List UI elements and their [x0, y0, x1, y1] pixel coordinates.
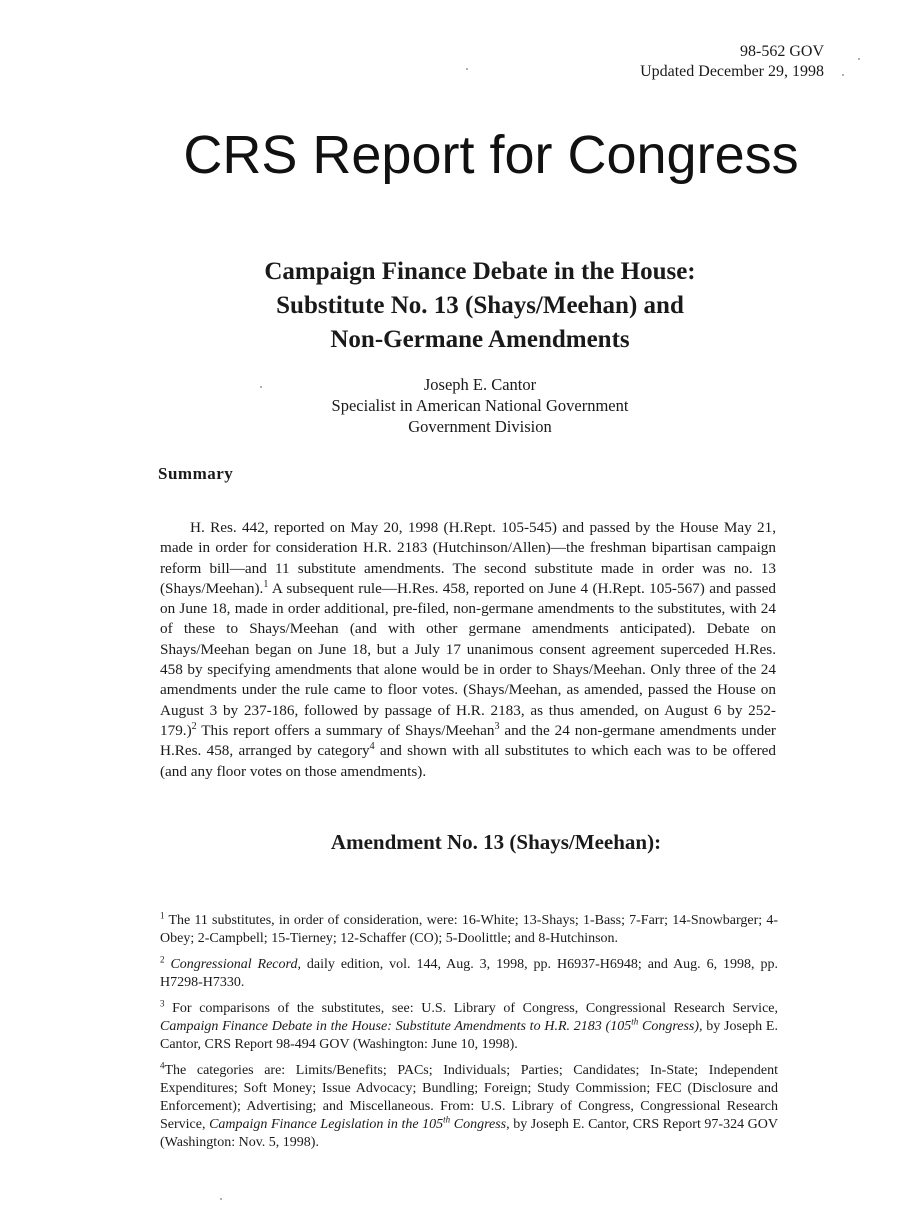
updated-date: Updated December 29, 1998: [640, 63, 824, 80]
scan-speck: [842, 74, 844, 76]
summary-text-1: H. Res. 442, reported on May 20, 1998 (H.Rept. 105-545) and passed by the House May 21, made in order for consideration H.R. 2183 (Hutchinson/Allen)—the freshman bipartisan campaign reform bill—and 11 substitute amendments. The second substitute made in order was no. 13 (Shays/Meehan).: [160, 519, 776, 597]
author-name: Joseph E. Cantor: [423, 375, 537, 394]
footnote-text: For comparisons of the substitutes, see: U.S. Library of Congress, Congressional Research Service,: [172, 1001, 778, 1016]
footnote-number: 1: [160, 910, 165, 921]
footnote-text: The categories are: Limits/Benefits; PACs; Individuals; Parties; Candidates; In-State; Independent Expenditures; Soft Money; Issue Advocacy; Bundling; Foreign; Study Commission; FEC (Disclosure and Enforcement); Advertising; and Miscellaneous. From: U.S. Library of Congress, Congressional Research Service,: [160, 1063, 778, 1132]
footnote-1: [160, 912, 778, 948]
footnote-number: 2: [160, 954, 165, 965]
title-line-1: Campaign Finance Debate in the House:: [264, 258, 696, 285]
document-title: [0, 255, 920, 357]
scan-speck: [260, 386, 262, 388]
masthead: CRS Report for Congress: [183, 125, 799, 185]
author-division: Government Division: [408, 417, 552, 436]
summary-body: [160, 518, 776, 782]
footnote-number: 4: [160, 1060, 165, 1071]
footnote-text-end: by Joseph E. Cantor, CRS Report 97-324 GOV (Washington: Nov. 5, 1998).: [160, 1117, 778, 1150]
footnotes: [160, 912, 778, 1160]
footnote-italic: Congressional Record,: [170, 957, 301, 972]
footnote-4: [160, 1062, 778, 1152]
footnote-italic: Campaign Finance Legislation in the 105: [209, 1117, 444, 1132]
footnote-2: [160, 956, 778, 992]
summary-paragraph: [160, 518, 776, 782]
footnote-text-end: by Joseph E. Cantor, CRS Report 98-494 GOV (Washington: June 10, 1998).: [160, 1019, 778, 1052]
summary-text-3: This report offers a summary of Shays/Meehan: [196, 721, 495, 739]
report-identifier: [640, 42, 824, 82]
footnote-italic-sup: th: [631, 1016, 639, 1027]
footnote-3: [160, 1000, 778, 1054]
scan-speck: [858, 58, 860, 60]
footnote-ref-3: 3: [494, 720, 500, 732]
footnote-ref-2: 2: [191, 720, 197, 732]
summary-heading: Summary: [158, 464, 234, 483]
title-line-2: Substitute No. 13 (Shays/Meehan) and: [276, 292, 684, 319]
summary-text-2: A subsequent rule—H.Res. 458, reported on June 4 (H.Rept. 105-567) and passed on June 18, made in order additional, pre-filed, non-germane amendments to the substitutes, with 24 of these to Shays/Meehan (and with other germane amendments anticipated). Debate on Shays/Meehan began on June 18, but a July 17 unanimous consent agreement superceded H.Res. 458 by specifying amendments that alone would be in order to Shays/Meehan. Only three of the 24 amendments under the rule came to floor votes. (Shays/Meehan, as amended, passed the House on August 3 by 237-186, followed by passage of H.R. 2183, as thus amended, on August 6 by 252-179.): [160, 579, 776, 739]
report-number: 98-562 GOV: [740, 43, 824, 60]
footnote-number: 3: [160, 998, 165, 1009]
summary-text-4: and the 24 non-germane amendments under H.Res. 458, arranged by category: [160, 721, 776, 760]
footnote-italic: Campaign Finance Debate in the House: Substitute Amendments to H.R. 2183 (105: [160, 1019, 632, 1034]
footnote-ref-4: 4: [369, 741, 375, 753]
footnote-italic-end: Congress),: [638, 1019, 703, 1034]
footnote-ref-1: 1: [263, 578, 269, 590]
author-position: Specialist in American National Government: [331, 396, 629, 415]
footnote-italic-sup: th: [443, 1114, 451, 1125]
footnote-italic-end: Congress,: [450, 1117, 510, 1132]
title-line-3: Non-Germane Amendments: [330, 326, 630, 353]
section-heading: Amendment No. 13 (Shays/Meehan):: [330, 830, 662, 854]
summary-text-5: and shown with all substitutes to which each was to be offered (and any floor votes on those amendments).: [160, 742, 776, 780]
scan-speck: [220, 1198, 222, 1200]
footnote-text: daily edition, vol. 144, Aug. 3, 1998, pp. H6937-H6948; and Aug. 6, 1998, pp. H7298-H7330.: [160, 957, 778, 990]
author-block: [0, 374, 920, 437]
scan-speck: [466, 68, 468, 70]
footnote-text: The 11 substitutes, in order of consideration, were: 16-White; 13-Shays; 1-Bass; 7-Farr; 14-Snowbarger; 4-Obey; 2-Campbell; 15-Tierney; 12-Schaffer (CO); 5-Doolittle; and 8-Hutchinson.: [160, 913, 778, 946]
